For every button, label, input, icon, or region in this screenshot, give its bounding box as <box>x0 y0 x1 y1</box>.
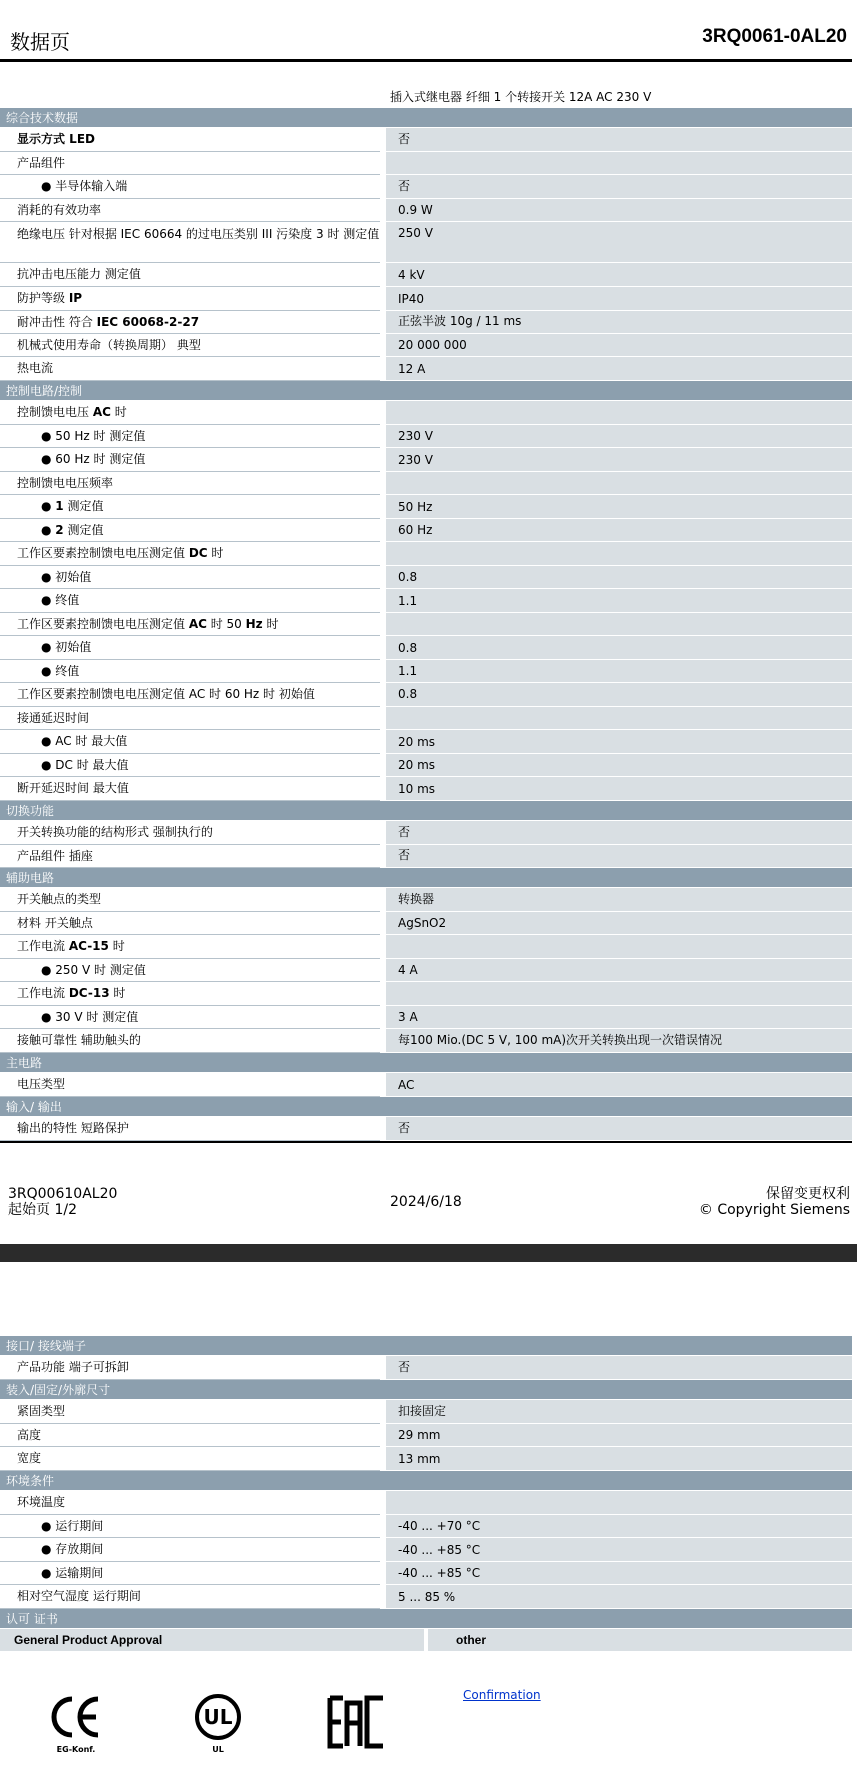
table-row <box>0 959 852 982</box>
row-label: 抗冲击电压能力 测定值 <box>0 263 380 287</box>
row-label: 相对空气湿度 运行期间 <box>0 1585 380 1609</box>
row-value <box>386 707 852 730</box>
table-row <box>0 1029 852 1053</box>
section-header-io: 输入/ 输出 <box>0 1097 852 1117</box>
approvals-header-row <box>0 1629 852 1651</box>
row-value: 10 ms <box>386 777 852 801</box>
row-value: 0.8 <box>386 566 852 589</box>
table-row <box>0 199 852 222</box>
footer-copyright: © Copyright Siemens <box>698 1202 850 1218</box>
row-value: AC <box>386 1073 852 1097</box>
table-row <box>0 888 852 912</box>
product-id: 3RQ0061-0AL20 <box>702 26 847 47</box>
row-value: 29 mm <box>386 1424 852 1447</box>
table-row <box>0 1562 852 1585</box>
table-row <box>0 334 852 357</box>
row-label: ● 运输期间 <box>0 1562 380 1585</box>
row-value <box>386 542 852 566</box>
row-label: ● 运行期间 <box>0 1515 380 1538</box>
approval-column-general: General Product Approval <box>0 1629 424 1651</box>
table-row <box>0 448 852 472</box>
row-value: 0.8 <box>386 636 852 660</box>
row-value: 20 ms <box>386 754 852 777</box>
page-separator <box>0 1244 857 1262</box>
row-label: 材料 开关触点 <box>0 912 380 935</box>
footer-left <box>8 1186 117 1218</box>
table-row <box>0 754 852 777</box>
row-label: ● AC 时 最大值 <box>0 730 380 754</box>
product-description: 插入式继电器 纤细 1 个转接开关 12A AC 230 V <box>390 90 652 104</box>
row-value: 转换器 <box>386 888 852 912</box>
table-row <box>0 128 852 152</box>
table-row <box>0 821 852 845</box>
row-value: IP40 <box>386 287 852 311</box>
datasheet-table-page-2 <box>0 1336 852 1651</box>
row-label: ● 250 V 时 测定值 <box>0 959 380 982</box>
table-row <box>0 287 852 311</box>
table-row <box>0 636 852 660</box>
row-label: ● 60 Hz 时 测定值 <box>0 448 380 472</box>
svg-text:UL: UL <box>203 1705 233 1729</box>
row-value <box>386 1491 852 1515</box>
ul-caption: UL <box>212 1745 224 1754</box>
table-row <box>0 935 852 959</box>
row-value: -40 ... +70 °C <box>386 1515 852 1538</box>
row-value: 230 V <box>386 448 852 472</box>
row-label: ● 终值 <box>0 660 380 683</box>
row-value <box>386 613 852 636</box>
row-label: ● 50 Hz 时 测定值 <box>0 425 380 448</box>
table-row <box>0 566 852 589</box>
eac-mark-logo <box>327 1695 387 1753</box>
row-label: 产品功能 端子可拆卸 <box>0 1356 380 1380</box>
confirmation-link[interactable]: Confirmation <box>463 1688 541 1702</box>
row-label: 工作电流 AC-15 时 <box>0 935 380 959</box>
row-label: 工作区要素控制馈电电压测定值 AC 时 50 Hz 时 <box>0 613 380 636</box>
row-value: 20 000 000 <box>386 334 852 357</box>
ce-mark-logo <box>46 1693 106 1754</box>
row-label: 电压类型 <box>0 1073 380 1097</box>
row-value: 230 V <box>386 425 852 448</box>
row-value: 否 <box>386 1356 852 1380</box>
row-value: 1.1 <box>386 660 852 683</box>
table-row <box>0 777 852 801</box>
row-label: ● 初始值 <box>0 636 380 660</box>
row-label: 宽度 <box>0 1447 380 1471</box>
row-label: 控制馈电电压 AC 时 <box>0 401 380 425</box>
row-value: 否 <box>386 1117 852 1141</box>
row-label: 绝缘电压 针对根据 IEC 60664 的过电压类别 III 污染度 3 时 测定值 <box>0 222 380 263</box>
row-value: 5 ... 85 % <box>386 1585 852 1609</box>
row-value: -40 ... +85 °C <box>386 1562 852 1585</box>
row-value: 4 A <box>386 959 852 982</box>
row-label: ● 终值 <box>0 589 380 613</box>
row-label: ● 存放期间 <box>0 1538 380 1562</box>
row-label: ● 30 V 时 测定值 <box>0 1006 380 1029</box>
table-row <box>0 1538 852 1562</box>
row-label: 接通延迟时间 <box>0 707 380 730</box>
row-label: 接触可靠性 辅助触头的 <box>0 1029 380 1053</box>
row-value: AgSnO2 <box>386 912 852 935</box>
row-label: ● 2 测定值 <box>0 519 380 542</box>
table-row <box>0 589 852 613</box>
row-value: 否 <box>386 821 852 845</box>
section-header-main-circuit: 主电路 <box>0 1053 852 1073</box>
row-label: 工作电流 DC-13 时 <box>0 982 380 1006</box>
row-value <box>386 472 852 495</box>
table-row <box>0 357 852 381</box>
approval-logos <box>0 1683 857 1767</box>
table-row <box>0 425 852 448</box>
ul-mark-icon <box>194 1693 242 1741</box>
datasheet-table-page-1 <box>0 108 852 1143</box>
row-value: 1.1 <box>386 589 852 613</box>
eac-mark-icon <box>327 1695 387 1749</box>
row-label: 输出的特性 短路保护 <box>0 1117 380 1141</box>
table-row <box>0 1585 852 1609</box>
section-header-auxiliary: 辅助电路 <box>0 868 852 888</box>
footer-right <box>699 1186 850 1218</box>
table-row <box>0 707 852 730</box>
footer-date: 2024/6/18 <box>390 1194 462 1210</box>
ce-caption: EG-Konf. <box>56 1745 96 1754</box>
section-header-interface: 接口/ 接线端子 <box>0 1336 852 1356</box>
row-value: 50 Hz <box>386 495 852 519</box>
row-label: 高度 <box>0 1424 380 1447</box>
row-value: 0.8 <box>386 683 852 707</box>
table-row <box>0 1006 852 1029</box>
document-title: 数据页 <box>10 30 70 54</box>
table-row <box>0 1400 852 1424</box>
footer-page: 起始页 1/2 <box>8 1202 77 1218</box>
row-value <box>386 935 852 959</box>
section-header-switching: 切换功能 <box>0 801 852 821</box>
row-value <box>386 982 852 1006</box>
row-value: 13 mm <box>386 1447 852 1471</box>
row-value: 60 Hz <box>386 519 852 542</box>
table-row <box>0 613 852 636</box>
row-value: 否 <box>386 845 852 868</box>
row-label: 机械式使用寿命（转换周期） 典型 <box>0 334 380 357</box>
table-row <box>0 542 852 566</box>
row-value: 4 kV <box>386 263 852 287</box>
page-footer <box>0 1186 857 1232</box>
row-label: 工作区要素控制馈电电压测定值 AC 时 60 Hz 时 初始值 <box>0 683 380 707</box>
row-value: 否 <box>386 128 852 152</box>
table-row <box>0 683 852 707</box>
table-row <box>0 222 852 263</box>
table-row <box>0 263 852 287</box>
table-row <box>0 730 852 754</box>
section-header-environment: 环境条件 <box>0 1471 852 1491</box>
row-label: 紧固类型 <box>0 1400 380 1424</box>
table-row <box>0 1447 852 1471</box>
table-row <box>0 472 852 495</box>
table-row <box>0 1491 852 1515</box>
table-row <box>0 660 852 683</box>
row-value <box>386 152 852 175</box>
footer-code: 3RQ00610AL20 <box>8 1186 118 1202</box>
ul-mark-logo <box>192 1693 244 1754</box>
table-end-rule <box>0 1141 852 1143</box>
row-label: 开关触点的类型 <box>0 888 380 912</box>
row-label: 显示方式 LED <box>0 128 380 152</box>
table-row <box>0 311 852 334</box>
row-label: 断开延迟时间 最大值 <box>0 777 380 801</box>
row-value: 每100 Mio.(DC 5 V, 100 mA)次开关转换出现一次错误情况 <box>386 1029 852 1053</box>
row-label: ● 初始值 <box>0 566 380 589</box>
section-header-general: 综合技术数据 <box>0 108 852 128</box>
footer-rights: 保留变更权利 <box>766 1186 850 1202</box>
table-row <box>0 495 852 519</box>
table-row <box>0 1424 852 1447</box>
table-row <box>0 1515 852 1538</box>
row-label: 耐冲击性 符合 IEC 60068-2-27 <box>0 311 380 334</box>
section-header-approvals: 认可 证书 <box>0 1609 852 1629</box>
table-row <box>0 401 852 425</box>
row-value: 否 <box>386 175 852 199</box>
row-value <box>386 401 852 425</box>
ce-mark-icon <box>50 1693 102 1741</box>
row-value: 正弦半波 10g / 11 ms <box>386 311 852 334</box>
table-row <box>0 519 852 542</box>
row-label: ● DC 时 最大值 <box>0 754 380 777</box>
row-label: ● 半导体输入端 <box>0 175 380 199</box>
row-label: 控制馈电电压频率 <box>0 472 380 495</box>
section-header-control: 控制电路/控制 <box>0 381 852 401</box>
section-header-mounting: 装入/固定/外廓尺寸 <box>0 1380 852 1400</box>
row-label: 开关转换功能的结构形式 强制执行的 <box>0 821 380 845</box>
row-value: 0.9 W <box>386 199 852 222</box>
page-header <box>0 0 857 64</box>
table-row <box>0 982 852 1006</box>
row-value: 250 V <box>386 222 852 263</box>
table-row <box>0 1117 852 1141</box>
row-label: 产品组件 <box>0 152 380 175</box>
row-label: 环境温度 <box>0 1491 380 1515</box>
row-value: 12 A <box>386 357 852 381</box>
row-value: -40 ... +85 °C <box>386 1538 852 1562</box>
row-value: 3 A <box>386 1006 852 1029</box>
row-label: 工作区要素控制馈电电压测定值 DC 时 <box>0 542 380 566</box>
row-label: 热电流 <box>0 357 380 381</box>
table-row <box>0 912 852 935</box>
table-row <box>0 1073 852 1097</box>
row-label: ● 1 测定值 <box>0 495 380 519</box>
header-rule <box>0 59 852 62</box>
table-row <box>0 845 852 868</box>
row-value: 20 ms <box>386 730 852 754</box>
row-label: 消耗的有效功率 <box>0 199 380 222</box>
row-value: 扣接固定 <box>386 1400 852 1424</box>
row-label: 产品组件 插座 <box>0 845 380 868</box>
row-label: 防护等级 IP <box>0 287 380 311</box>
table-row <box>0 1356 852 1380</box>
table-row <box>0 152 852 175</box>
table-row <box>0 175 852 199</box>
approval-column-other: other <box>428 1629 852 1651</box>
